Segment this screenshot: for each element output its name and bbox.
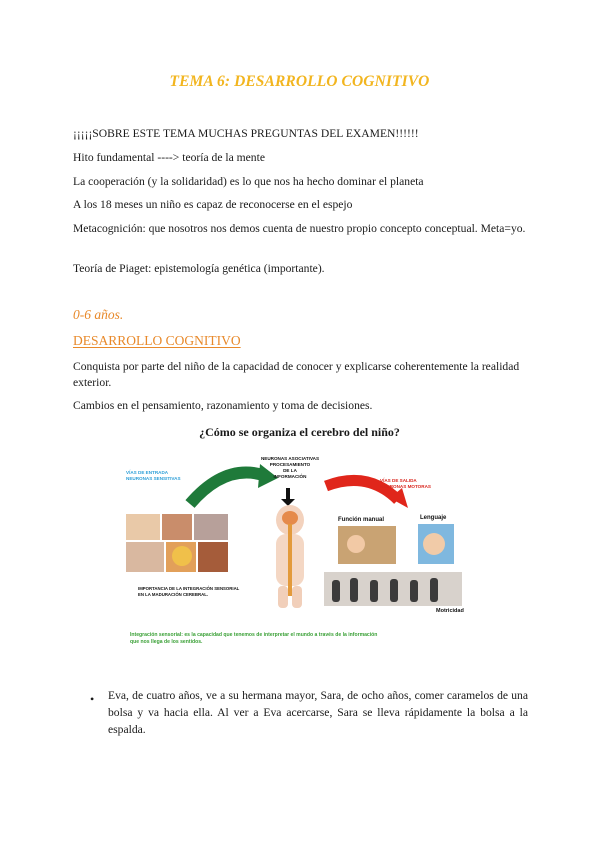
paragraph-2: Cambios en el pensamiento, razonamiento y toma de decisiones. [73, 399, 373, 412]
brain-organization-figure [118, 448, 476, 654]
sense-image-4 [126, 542, 164, 572]
label-funcion-manual: Función manual [338, 517, 385, 523]
figure-title: ¿Cómo se organiza el cerebro del niño? [199, 425, 400, 439]
intro-line-6: Teoría de Piaget: epistemología genética (importante). [73, 262, 325, 275]
label-entrada: VÍAS DE ENTRADA NEURONAS SENSITIVAS [126, 470, 181, 481]
paragraph-1: Conquista por parte del niño de la capacidad de conocer y explicarse coherentemente la realidad exterior. [73, 360, 520, 389]
label-salida: VÍAS DE SALIDA NEURONAS MOTORAS [380, 478, 431, 489]
section-age: 0-6 años. [73, 307, 124, 322]
label-importancia: IMPORTANCIA DE LA INTEGRACIÓN SENSORIAL EN LA MADURACIÓN CEREBRAL. [138, 586, 240, 597]
child-face-manual [347, 535, 365, 553]
intro-line-4: A los 18 meses un niño es capaz de reconocerse en el espejo [73, 198, 353, 211]
sense-image-3 [194, 514, 228, 540]
green-arrow [190, 473, 266, 505]
baby-leg-left [278, 586, 288, 608]
baby-spine [288, 524, 292, 596]
ear-shape [172, 546, 192, 566]
sense-image-2 [162, 514, 192, 540]
intro-line-2: Hito fundamental ----> teoría de la mente [73, 151, 265, 164]
sense-image-1 [126, 514, 160, 540]
page-title: TEMA 6: DESARROLLO COGNITIVO [169, 73, 430, 90]
sense-image-6 [198, 542, 228, 572]
intro-line-3: La cooperación (y la solidaridad) es lo que nos ha hecho dominar el planeta [73, 175, 424, 188]
caption-integracion: Integración sensorial: es la capacidad que tenemos de interpretar el mundo a través de la información que nos llega de los sentidos. [130, 632, 378, 645]
photo-manual [338, 526, 396, 564]
bullet-marker: • [90, 692, 95, 706]
down-arrow-head [281, 499, 295, 506]
intro-line-1: ¡¡¡¡¡SOBRE ESTE TEMA MUCHAS PREGUNTAS DEL EXAMEN!!!!!! [73, 127, 419, 140]
section-heading: DESARROLLO COGNITIVO [73, 333, 241, 348]
label-motricidad: Motricidad [436, 608, 464, 614]
intro-line-5: Metacognición: que nosotros nos demos cuenta de nuestro propio concepto conceptual. Meta=yo. [73, 222, 526, 235]
baby-leg-right [292, 586, 302, 608]
down-arrow-shaft [286, 488, 290, 500]
label-asociativas: NEURONAS ASOCIATIVAS PROCESAMIENTO DE LA INFORMACIÓN [260, 456, 320, 479]
baby-brain [282, 511, 298, 525]
bullet-text: Eva, de cuatro años, ve a su hermana mayor, Sara, de ocho años, comer caramelos de una bolsa y va hacia ella. Al ver a Eva acercarse, Sara se lleva rápidamente la bolsa a la espalda. [108, 689, 528, 736]
label-lenguaje: Lenguaje [420, 515, 447, 521]
child-face-lenguaje [423, 533, 445, 555]
